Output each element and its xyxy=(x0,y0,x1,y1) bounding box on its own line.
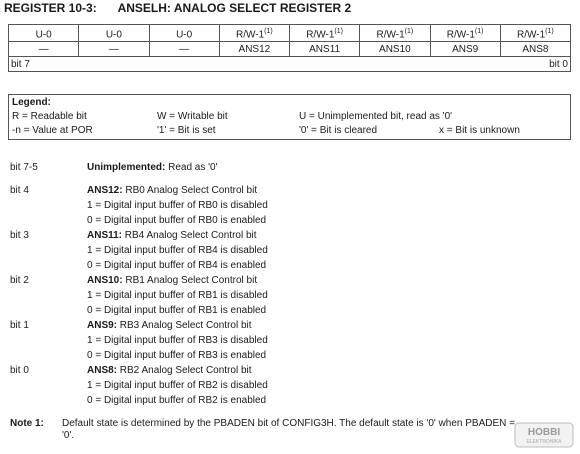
access-cell: R/W-1$^{(1)}$ xyxy=(500,25,570,42)
bit-description-row xyxy=(10,318,570,333)
bit-number: bit 2 xyxy=(10,275,29,286)
bit-name-cell: ANS11 xyxy=(290,42,360,57)
bit-name-cell: — xyxy=(149,42,219,57)
bit-name-cell: — xyxy=(79,42,149,57)
bit-field-desc: RB3 Analog Select Control bit xyxy=(117,320,252,331)
bit-name-cell: ANS9 xyxy=(430,42,500,57)
legend-set: '1' = Bit is set xyxy=(157,125,216,136)
bit-range-row xyxy=(9,57,571,72)
bit-value-line: 0 = Digital input buffer of RB0 is enabled xyxy=(87,215,267,226)
register-bit-table xyxy=(8,24,571,72)
legend-readable: R = Readable bit xyxy=(12,111,87,122)
bit-descriptions xyxy=(10,160,570,408)
bit-name-cell: ANS10 xyxy=(360,42,430,57)
bit-value-line: 1 = Digital input buffer of RB4 is disabled xyxy=(87,245,268,256)
bit-description-row xyxy=(10,183,570,198)
bit-description-row xyxy=(10,228,570,243)
bit-number: bit 0 xyxy=(10,365,29,376)
access-cell: U-0 xyxy=(9,25,79,42)
bit-field-desc: RB0 Analog Select Control bit xyxy=(122,185,258,196)
bit-field-name: ANS11: xyxy=(87,230,123,241)
register-name: ANSELH: ANALOG SELECT REGISTER 2 xyxy=(117,1,352,15)
bit-name-cell: — xyxy=(9,42,79,57)
bit-number: bit 3 xyxy=(10,230,29,241)
bit-field-name: ANS9: xyxy=(87,320,118,331)
bit-value-line: 1 = Digital input buffer of RB3 is disabled xyxy=(87,335,268,346)
bit-value-line: 0 = Digital input buffer of RB2 is enabled xyxy=(87,395,267,406)
legend-title: Legend: xyxy=(12,97,51,108)
bit-name-cell: ANS8 xyxy=(500,42,570,57)
bit-low-label: bit 0 xyxy=(549,58,568,70)
access-cell: R/W-1$^{(1)}$ xyxy=(360,25,430,42)
legend-writable: W = Writable bit xyxy=(157,111,228,122)
access-cell: R/W-1$^{(1)}$ xyxy=(219,25,289,42)
bit-field-desc: RB4 Analog Select Control bit xyxy=(122,230,257,241)
bit-value-line: 1 = Digital input buffer of RB0 is disabled xyxy=(87,200,268,211)
legend-por: -n = Value at POR xyxy=(12,125,93,136)
bit-description-row xyxy=(10,273,570,288)
legend-unimplemented: U = Unimplemented bit, read as '0' xyxy=(299,111,453,122)
bit-field-desc: RB1 Analog Select Control bit xyxy=(122,275,258,286)
access-row xyxy=(9,25,571,42)
legend-cleared: '0' = Bit is cleared xyxy=(299,125,378,136)
bit-field-name: Unimplemented: xyxy=(87,162,166,173)
legend-box xyxy=(8,94,571,140)
bit-value-line: 0 = Digital input buffer of RB4 is enabled xyxy=(87,260,267,271)
bit-field-name: ANS8: xyxy=(87,365,118,376)
access-cell: R/W-1$^{(1)}$ xyxy=(290,25,360,42)
svg-text:ELEKTRONIKA: ELEKTRONIKA xyxy=(526,439,562,445)
bit-high-label: bit 7 xyxy=(11,58,30,70)
legend-unknown: x = Bit is unknown xyxy=(439,125,520,136)
footnote-label: Note 1: xyxy=(10,418,44,429)
access-cell: R/W-1$^{(1)}$ xyxy=(430,25,500,42)
footnote-text: Default state is determined by the PBADEN bit of CONFIG3H. The default state is '0' when PBADEN = '0'. xyxy=(62,418,516,441)
bit-name-cell: ANS12 xyxy=(219,42,289,57)
bit-value-line: 0 = Digital input buffer of RB1 is enabled xyxy=(87,305,267,316)
bit-description-row xyxy=(10,363,570,378)
access-cell: U-0 xyxy=(79,25,149,42)
watermark-logo xyxy=(514,422,574,448)
bit-description-row xyxy=(10,160,570,175)
bit-number: bit 1 xyxy=(10,320,29,331)
bit-field-name: ANS12: xyxy=(87,185,123,196)
svg-text:HOBBI: HOBBI xyxy=(527,427,561,438)
bit-value-line: 0 = Digital input buffer of RB3 is enabled xyxy=(87,350,267,361)
bit-number: bit 7-5 xyxy=(10,162,38,173)
register-title xyxy=(4,1,351,15)
bit-field-desc: RB2 Analog Select Control bit xyxy=(117,365,252,376)
bit-field-desc: Read as '0' xyxy=(165,162,218,173)
register-number: REGISTER 10-3: xyxy=(4,1,97,15)
access-cell: U-0 xyxy=(149,25,219,42)
bit-name-row xyxy=(9,42,571,57)
bit-number: bit 4 xyxy=(10,185,29,196)
bit-value-line: 1 = Digital input buffer of RB2 is disabled xyxy=(87,380,268,391)
bit-field-name: ANS10: xyxy=(87,275,123,286)
bit-value-line: 1 = Digital input buffer of RB1 is disabled xyxy=(87,290,268,301)
